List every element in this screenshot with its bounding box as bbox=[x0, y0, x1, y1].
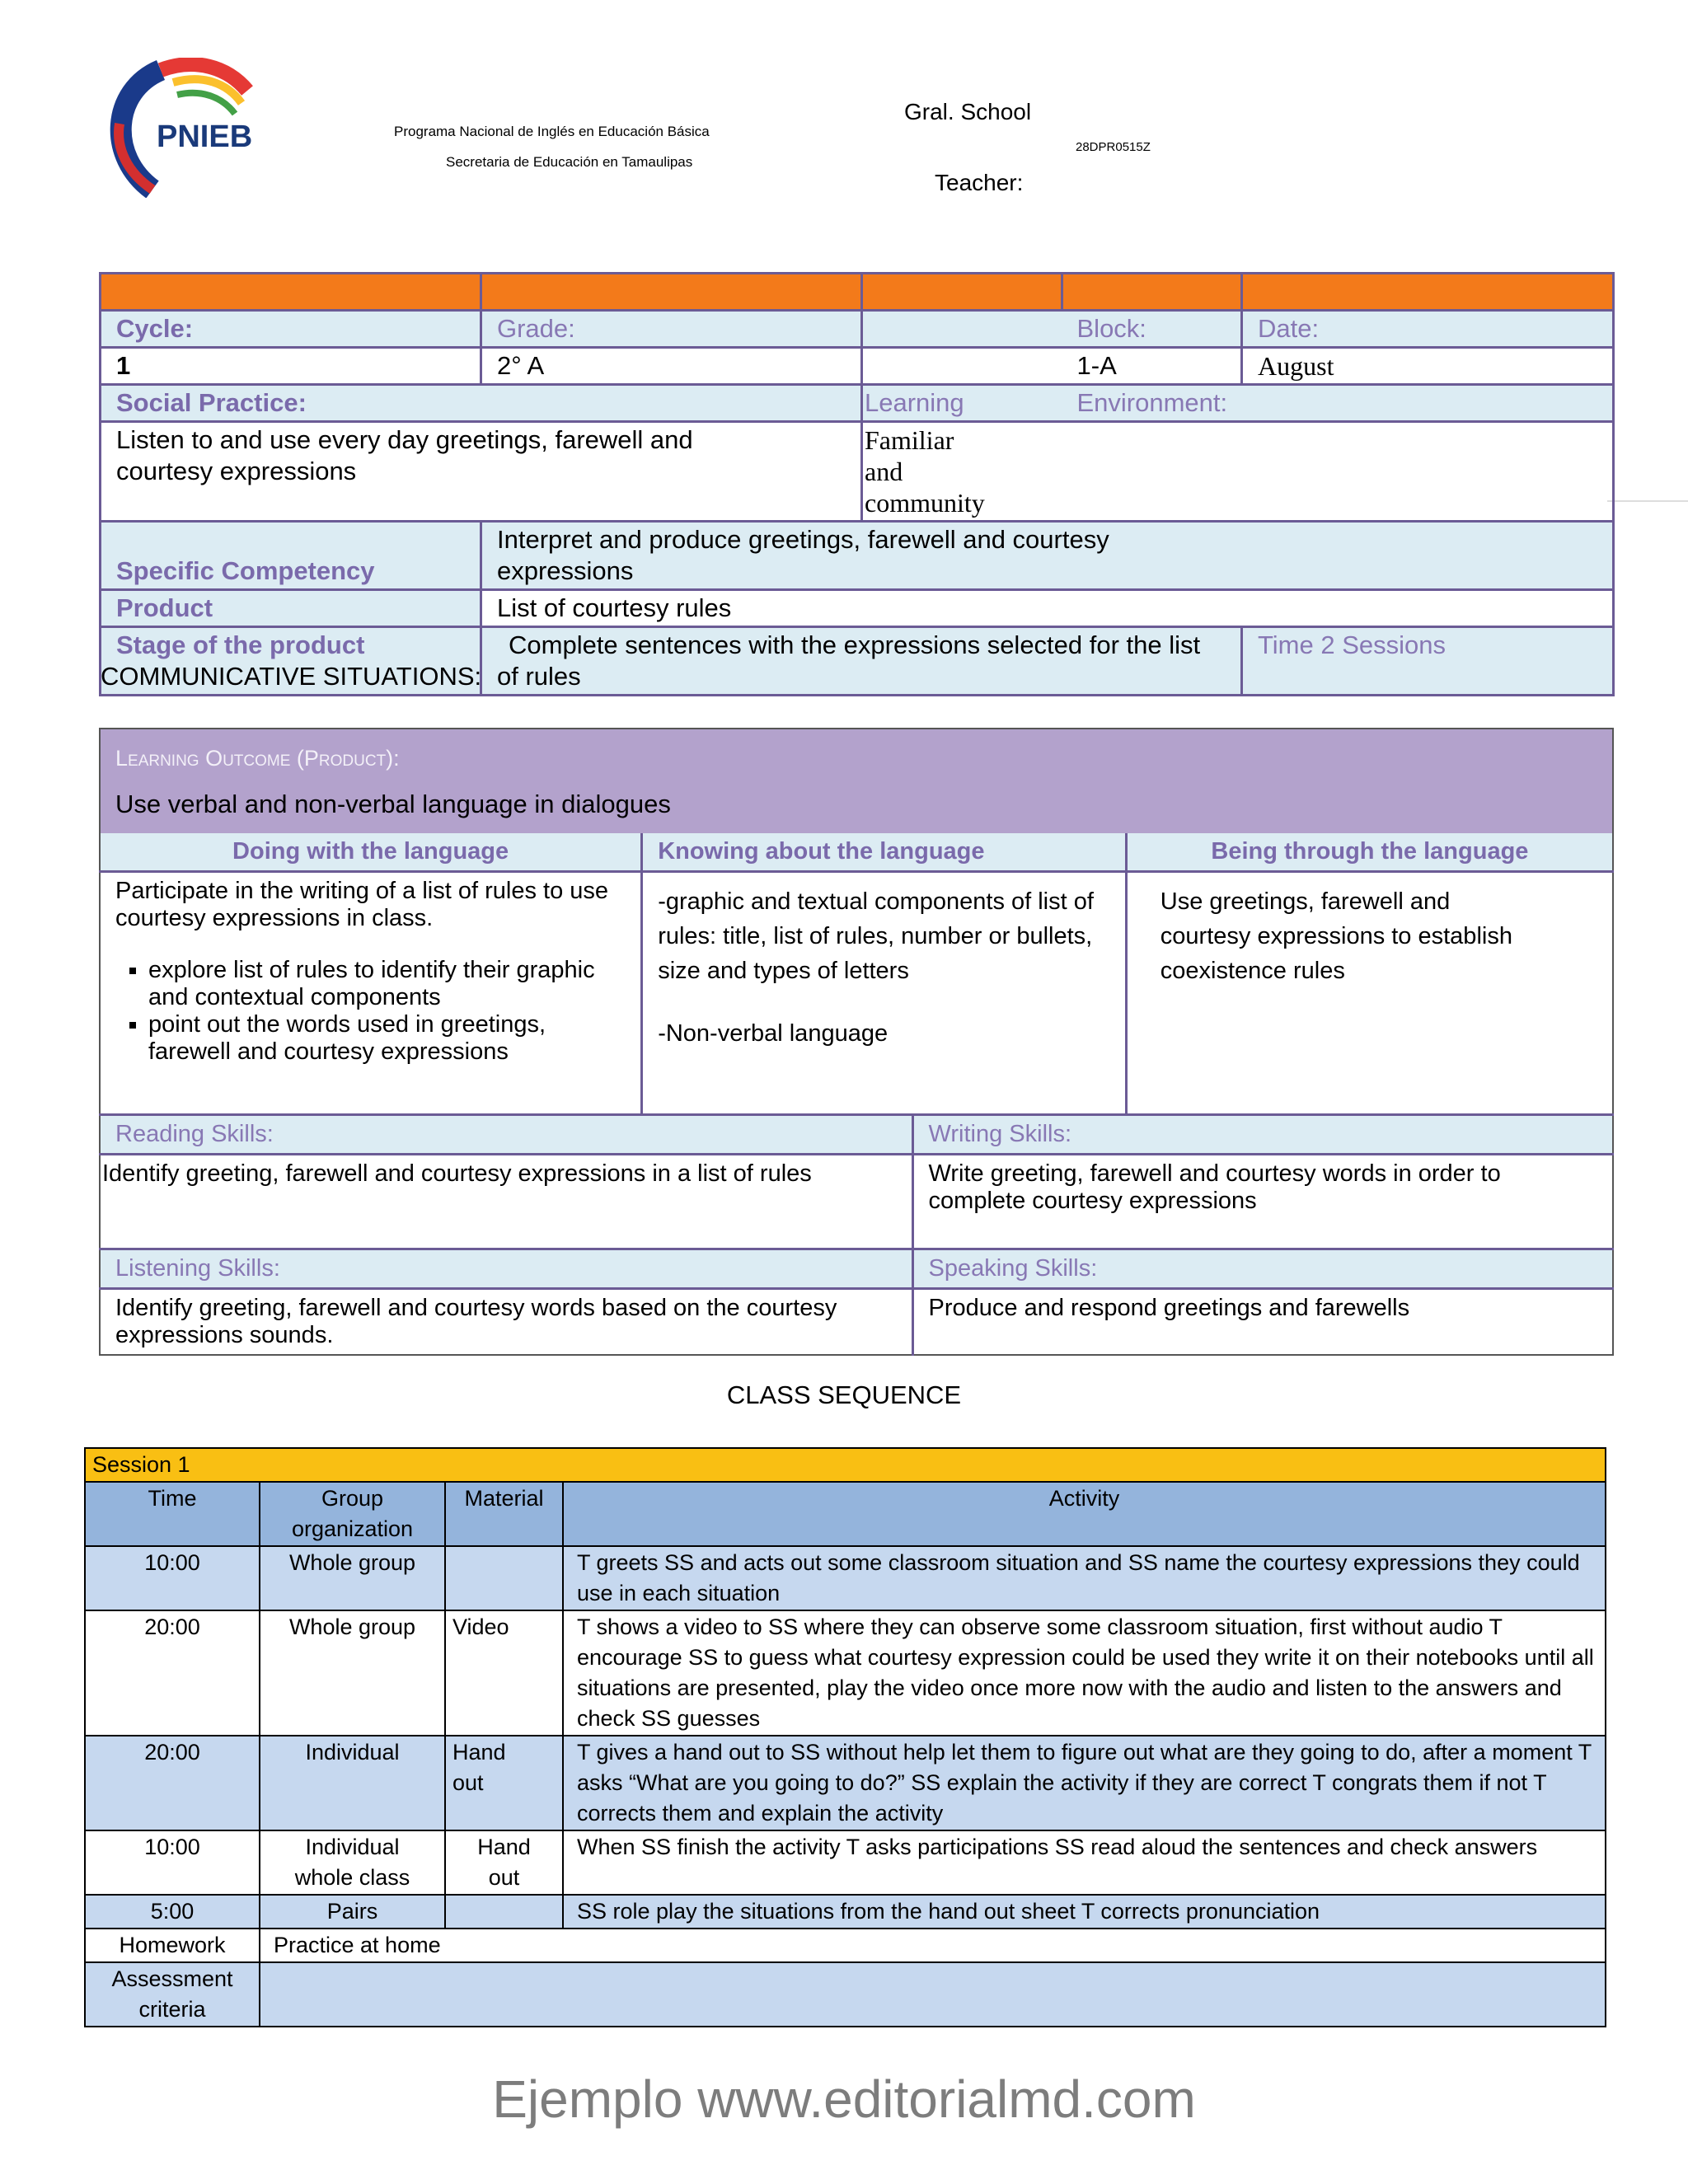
grade-label: Grade: bbox=[481, 311, 862, 348]
cycle-value: 1 bbox=[101, 348, 481, 385]
col-header-material: Material bbox=[445, 1482, 563, 1546]
listening-skills-text: Identify greeting, farewell and courtesy words based on the courtesy expressions sounds. bbox=[100, 1289, 912, 1356]
listening-skills-header: Listening Skills: bbox=[100, 1249, 912, 1289]
reading-writing-header bbox=[100, 1115, 1613, 1155]
school-name: Gral. School bbox=[904, 99, 1032, 124]
session-header-row bbox=[85, 1482, 1606, 1546]
outcome-header-row bbox=[100, 729, 1613, 833]
row-material: Video bbox=[445, 1610, 563, 1736]
communicative-situations-title: COMMUNICATIVE SITUATIONS: bbox=[101, 662, 482, 691]
session-table bbox=[84, 1447, 1606, 2027]
listening-speaking-body bbox=[100, 1289, 1613, 1356]
table-row bbox=[85, 1546, 1606, 1610]
school-code: 28DPR0515Z bbox=[1076, 140, 1151, 154]
row-time: 10:00 bbox=[85, 1830, 260, 1895]
orange-band bbox=[101, 274, 1614, 311]
product-value: List of courtesy rules bbox=[481, 590, 1614, 627]
col-header-time: Time bbox=[85, 1482, 260, 1546]
table-row bbox=[85, 1830, 1606, 1895]
grade-value: 2° A bbox=[481, 348, 862, 385]
homework-label: Homework bbox=[85, 1929, 260, 1962]
knowing-header: Knowing about the language bbox=[642, 833, 1127, 872]
reading-skills-text: Identify greeting, farewell and courtesy expressions in a list of rules bbox=[100, 1155, 912, 1249]
speaking-skills-header: Speaking Skills: bbox=[912, 1249, 1613, 1289]
product-label: Product bbox=[101, 590, 481, 627]
specific-competency-row bbox=[101, 522, 1614, 590]
row-group: Whole group bbox=[260, 1546, 445, 1610]
homework-row bbox=[85, 1929, 1606, 1962]
time-sessions: Time 2 Sessions bbox=[1242, 627, 1614, 696]
social-practice-label-row bbox=[101, 385, 1614, 422]
program-name: Programa Nacional de Inglés en Educación Básica bbox=[394, 124, 710, 139]
doing-bullets bbox=[115, 957, 626, 1066]
row-group: Whole group bbox=[260, 1610, 445, 1736]
col-header-group: Group organization bbox=[260, 1482, 445, 1546]
doing-intro: Participate in the writing of a list of rules to use courtesy expressions in class. bbox=[115, 878, 609, 931]
reading-writing-body bbox=[100, 1155, 1613, 1249]
assessment-label: Assessment criteria bbox=[85, 1962, 260, 2027]
knowing-components: -graphic and textual components of list of rules: title, list of rules, number or bullets, size and types of letters bbox=[658, 888, 1094, 984]
row-group: Individual bbox=[260, 1736, 445, 1830]
date-label: Date: bbox=[1242, 311, 1614, 348]
teacher-label: Teacher: bbox=[935, 170, 1024, 195]
learning-label: Learning bbox=[862, 385, 1062, 422]
secretaria-name: Secretaria de Educación en Tamaulipas bbox=[446, 154, 693, 170]
row-group: Individual whole class bbox=[260, 1830, 445, 1895]
row-time: 10:00 bbox=[85, 1546, 260, 1610]
margin-line bbox=[1607, 500, 1688, 502]
row-activity: T shows a video to SS where they can observe some classroom situation, first without audio T encourage SS to guess what courtesy expression could be used they write it on their notebooks until all situations are presented, play the video once more now with the audio and listen to the answers and check SS guesses bbox=[563, 1610, 1606, 1736]
row-time: 20:00 bbox=[85, 1610, 260, 1736]
plan-label-row bbox=[101, 311, 1614, 348]
table-row bbox=[85, 1895, 1606, 1929]
table-row bbox=[85, 1736, 1606, 1830]
social-practice-label: Social Practice: bbox=[101, 385, 862, 422]
planning-table bbox=[99, 272, 1615, 696]
cycle-label: Cycle: bbox=[101, 311, 481, 348]
row-time: 5:00 bbox=[85, 1895, 260, 1929]
learning-outcome-table bbox=[99, 728, 1614, 1356]
row-activity: T gives a hand out to SS without help let them to figure out what are they going to do, after a moment T asks “What are you going to do?” SS explain the activity if they are correct T congrats them if not T corrects them and explain the activity bbox=[563, 1736, 1606, 1830]
knowing-nonverbal: -Non-verbal language bbox=[658, 1020, 889, 1047]
row-material: Hand out bbox=[445, 1736, 563, 1830]
stage-label: Stage of the product bbox=[101, 627, 481, 696]
being-text: Use greetings, farewell and courtesy expressions to establish coexistence rules bbox=[1160, 888, 1512, 984]
homework-value: Practice at home bbox=[260, 1929, 1606, 1962]
learning-outcome-text: Use verbal and non-verbal language in dialogues bbox=[115, 790, 671, 818]
social-practice-row bbox=[101, 422, 1614, 522]
block-value: 1-A bbox=[1062, 348, 1242, 385]
row-activity: T greets SS and acts out some classroom situation and SS name the courtesy expressions they could use in each situation bbox=[563, 1546, 1606, 1610]
stage-value: Complete sentences with the expressions selected for the list of rules bbox=[481, 627, 1242, 696]
speaking-skills-text: Produce and respond greetings and farewells bbox=[928, 1295, 1410, 1321]
environment-label: Environment: bbox=[1062, 385, 1614, 422]
specific-competency-value: Interpret and produce greetings, farewell and courtesy expressions bbox=[481, 522, 1614, 590]
specific-competency-label: Specific Competency bbox=[101, 522, 481, 590]
product-row bbox=[101, 590, 1614, 627]
social-practice-value: Listen to and use every day greetings, farewell and courtesy expressions bbox=[101, 422, 862, 522]
row-activity: SS role play the situations from the hand out sheet T corrects pronunciation bbox=[563, 1895, 1606, 1929]
listening-speaking-header bbox=[100, 1249, 1613, 1289]
language-columns-header bbox=[100, 833, 1613, 872]
session-title-row bbox=[85, 1448, 1606, 1482]
row-material: Hand out bbox=[445, 1830, 563, 1895]
plan-value-row bbox=[101, 348, 1614, 385]
row-time: 20:00 bbox=[85, 1736, 260, 1830]
language-columns-body bbox=[100, 872, 1613, 1115]
reading-skills-header: Reading Skills: bbox=[100, 1115, 912, 1155]
col-header-activity: Activity bbox=[563, 1482, 1606, 1546]
row-material bbox=[445, 1546, 563, 1610]
environment-value: Familiar and community bbox=[862, 422, 1614, 522]
row-material bbox=[445, 1895, 563, 1929]
row-group: Pairs bbox=[260, 1895, 445, 1929]
doing-header: Doing with the language bbox=[100, 833, 642, 872]
session-title: Session 1 bbox=[85, 1448, 1606, 1482]
class-sequence-title: CLASS SEQUENCE bbox=[726, 1380, 962, 1409]
date-value: August bbox=[1242, 348, 1614, 385]
table-row bbox=[85, 1610, 1606, 1736]
writing-skills-header: Writing Skills: bbox=[912, 1115, 1613, 1155]
watermark: Ejemplo www.editorialmd.com bbox=[492, 2069, 1196, 2129]
doing-bullet: ▪ explore list of rules to identify their graphic and contextual components bbox=[148, 957, 626, 1011]
logo-text: PNIEB bbox=[157, 120, 253, 154]
row-activity: When SS finish the activity T asks participations SS read aloud the sentences and check answers bbox=[563, 1830, 1606, 1895]
assessment-value bbox=[260, 1962, 1606, 2027]
being-header: Being through the language bbox=[1126, 833, 1613, 872]
writing-skills-text: Write greeting, farewell and courtesy words in order to complete courtesy expressions bbox=[928, 1160, 1501, 1214]
learning-outcome-label: Learning Outcome (Product): bbox=[115, 746, 400, 771]
assessment-row bbox=[85, 1962, 1606, 2027]
doing-bullet: ▪ point out the words used in greetings, farewell and courtesy expressions bbox=[148, 1011, 626, 1066]
block-label: Block: bbox=[1062, 311, 1242, 348]
